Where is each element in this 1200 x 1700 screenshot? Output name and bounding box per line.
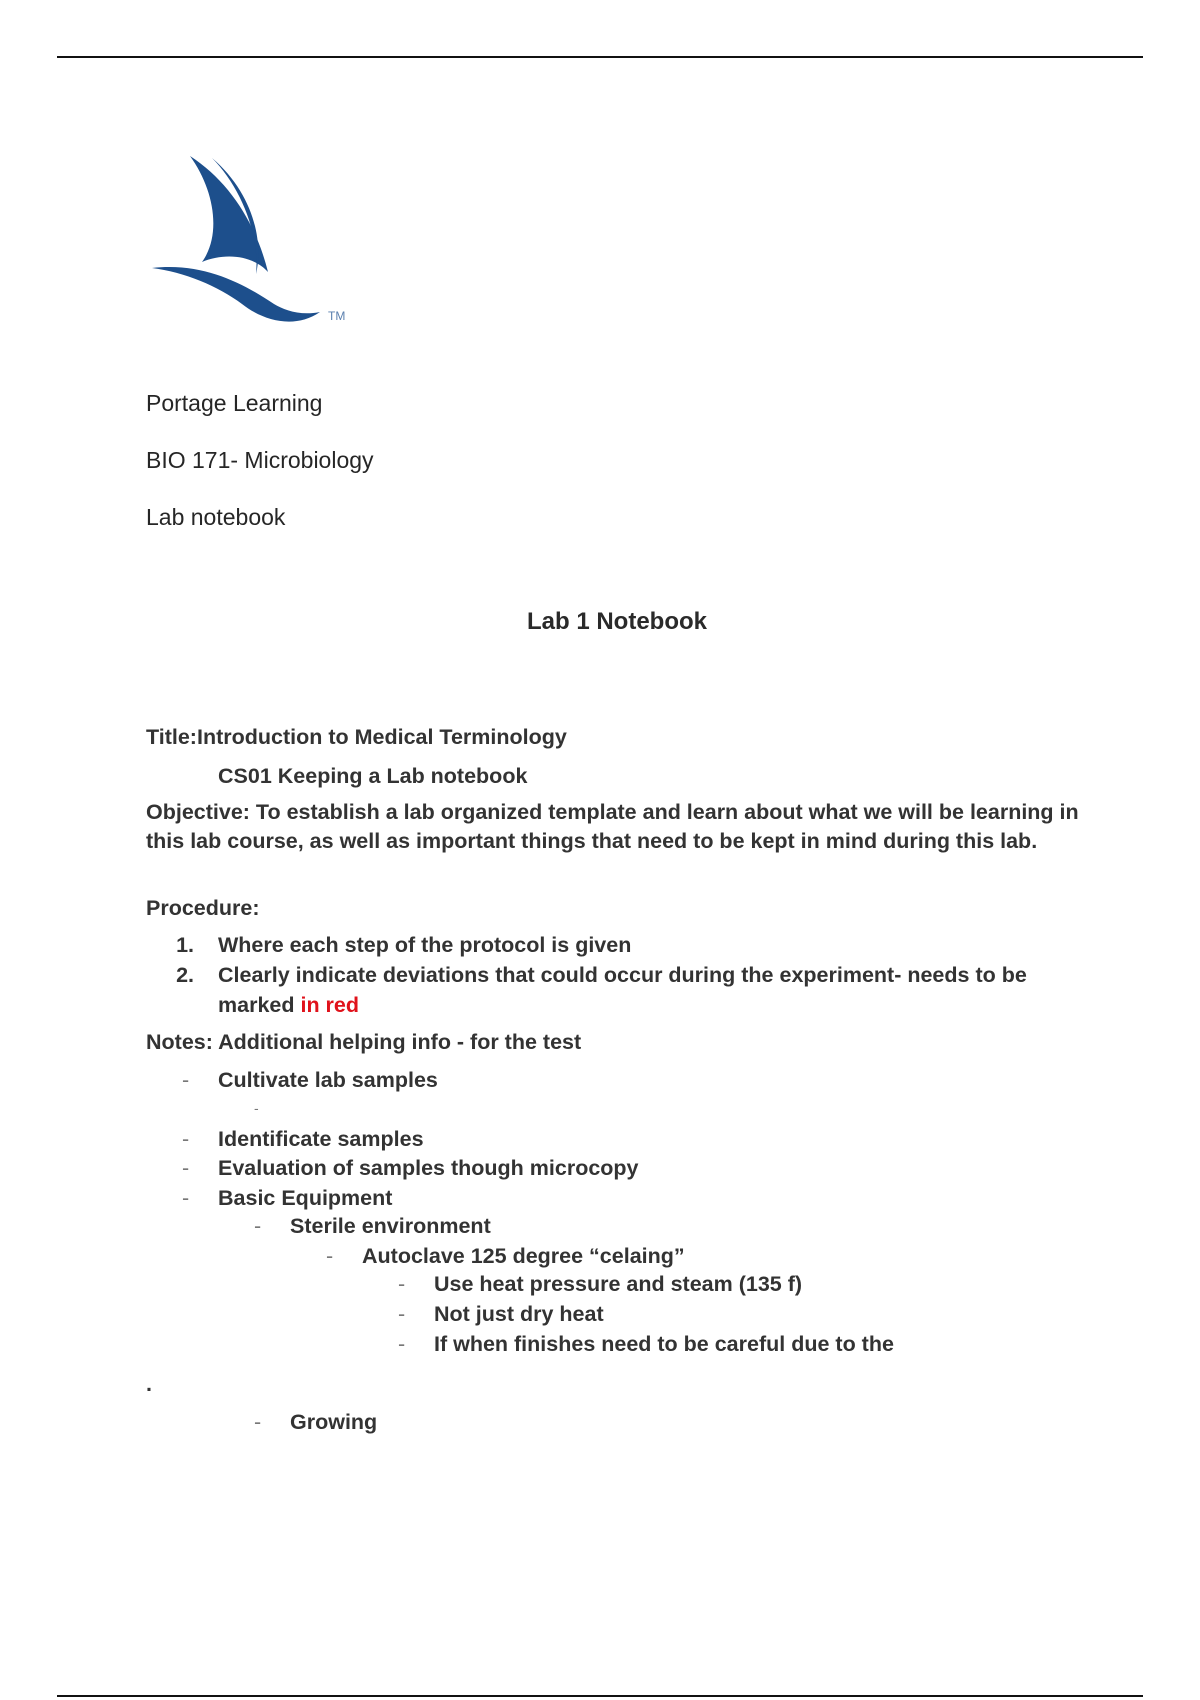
organization-name: Portage Learning	[146, 390, 323, 416]
notebook-title: Lab 1 Notebook	[526, 608, 707, 635]
title-line: Title:Introduction to Medical Terminology	[146, 725, 567, 749]
procedure-step-text: Where each step of the protocol is given	[218, 933, 632, 957]
bottom-rule	[57, 1695, 1143, 1697]
bullet-dash: -	[254, 1100, 259, 1116]
bullet-dash: -	[326, 1244, 334, 1268]
note-subitem: Use heat pressure and steam (135 f)	[434, 1272, 803, 1296]
procedure-step-text-continued	[218, 991, 359, 1020]
bullet-dash: -	[254, 1410, 262, 1434]
procedure-label: Procedure:	[146, 896, 260, 920]
bullet-dash: -	[254, 1214, 262, 1238]
note-subitem: Autoclave 125 degree “celaing”	[362, 1244, 685, 1268]
notes-label: Notes: Additional helping info - for the test	[146, 1030, 582, 1054]
procedure-step-number: 2.	[176, 963, 194, 987]
note-item: Cultivate lab samples	[218, 1068, 438, 1092]
bullet-dash: -	[182, 1068, 190, 1092]
bullet-dash: -	[398, 1332, 406, 1356]
procedure-step-text: Clearly indicate deviations that could occur during the experiment- needs to be	[218, 963, 1027, 987]
bullet-dash: -	[182, 1186, 190, 1210]
trademark-mark: TM	[328, 309, 346, 323]
course-name: BIO 171- Microbiology	[146, 447, 374, 473]
note-item: Evaluation of samples though microcopy	[218, 1156, 639, 1180]
bullet-dash: -	[398, 1302, 406, 1326]
top-rule	[57, 56, 1143, 58]
document-type: Lab notebook	[146, 504, 286, 530]
red-highlight-text: in red	[300, 993, 360, 1017]
note-subitem: Not just dry heat	[434, 1302, 604, 1326]
stray-mark: .	[146, 1372, 152, 1396]
procedure-step-text-plain: marked	[218, 993, 301, 1017]
sailboat-logo	[144, 144, 356, 360]
note-subitem: If when finishes need to be careful due to the	[434, 1332, 894, 1356]
note-subitem: Sterile environment	[290, 1214, 491, 1238]
procedure-step-number: 1.	[176, 933, 194, 957]
note-subitem: Growing	[290, 1410, 378, 1434]
subtitle-line: CS01 Keeping a Lab notebook	[218, 764, 528, 788]
bullet-dash: -	[182, 1127, 190, 1151]
bullet-dash: -	[398, 1272, 406, 1296]
note-item: Identificate samples	[218, 1127, 424, 1151]
objective-text: Objective: To establish a lab organized template and learn about what we will be learning in this lab course, as well as important things that need to be kept in mind during this lab.	[146, 800, 1079, 853]
note-item: Basic Equipment	[218, 1186, 393, 1210]
bullet-dash: -	[182, 1156, 190, 1180]
